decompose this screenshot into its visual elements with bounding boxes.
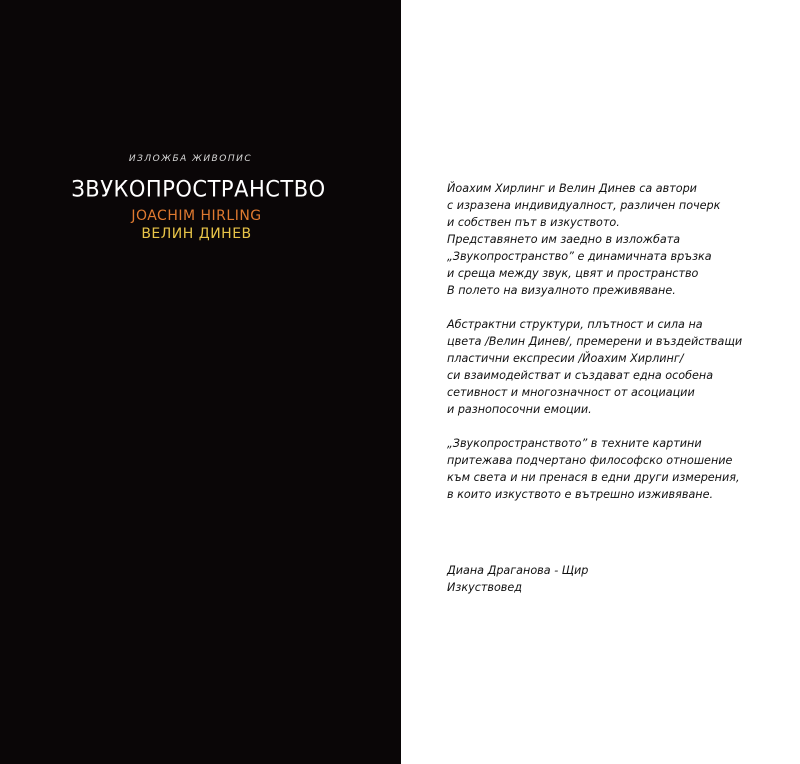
signature-name: Диана Драганова - Щир [447,564,589,577]
text-line: с изразена индивидуалност, различен почерк [447,199,721,212]
exhibition-subtitle: ИЗЛОЖБА ЖИВОПИС [128,154,253,164]
exhibition-title: ЗВУКОПРОСТРАНСТВО [71,176,326,202]
paragraph-1 [447,180,797,299]
text-line: В полето на визуалното преживяване. [447,284,676,297]
text-line: в които изкуството е вътрешно изживяване. [447,488,714,501]
text-line: си взаимодействат и създават една особена [447,369,714,382]
text-line: „Звукопространство” е динамичната връзка [447,250,712,263]
signature-block [447,562,588,596]
text-line: и разнопосочни емоции. [447,403,592,416]
text-line: сетивност и многозначност от асоциации [447,386,695,399]
curator-text [447,180,797,520]
text-line: и среща между звук, цвят и пространство [447,267,699,280]
text-line: и собствен път в изкуството. [447,216,620,229]
artist-name-hirling: JOACHIM HIRLING [131,208,262,224]
text-line: притежава подчертано философско отношение [447,454,733,467]
text-line: цвета /Велин Динев/, премерени и въздействащи [447,335,743,348]
text-line: Представянето им заедно в изложбата [447,233,681,246]
text-panel [401,0,800,764]
text-line: Абстрактни структури, плътност и сила на [447,318,703,331]
paragraph-3 [447,435,797,503]
text-line: „Звукопространството” в техните картини [447,437,702,450]
artist-name-dinev: ВЕЛИН ДИНЕВ [141,226,252,242]
signature-role: Изкуствовед [447,581,523,594]
paragraph-2 [447,316,797,418]
text-line: Йоахим Хирлинг и Велин Динев са автори [447,182,697,195]
text-line: към света и ни пренася в едни други измерения, [447,471,740,484]
cover-text [0,153,401,243]
text-line: пластични експресии /Йоахим Хирлинг/ [447,352,684,365]
